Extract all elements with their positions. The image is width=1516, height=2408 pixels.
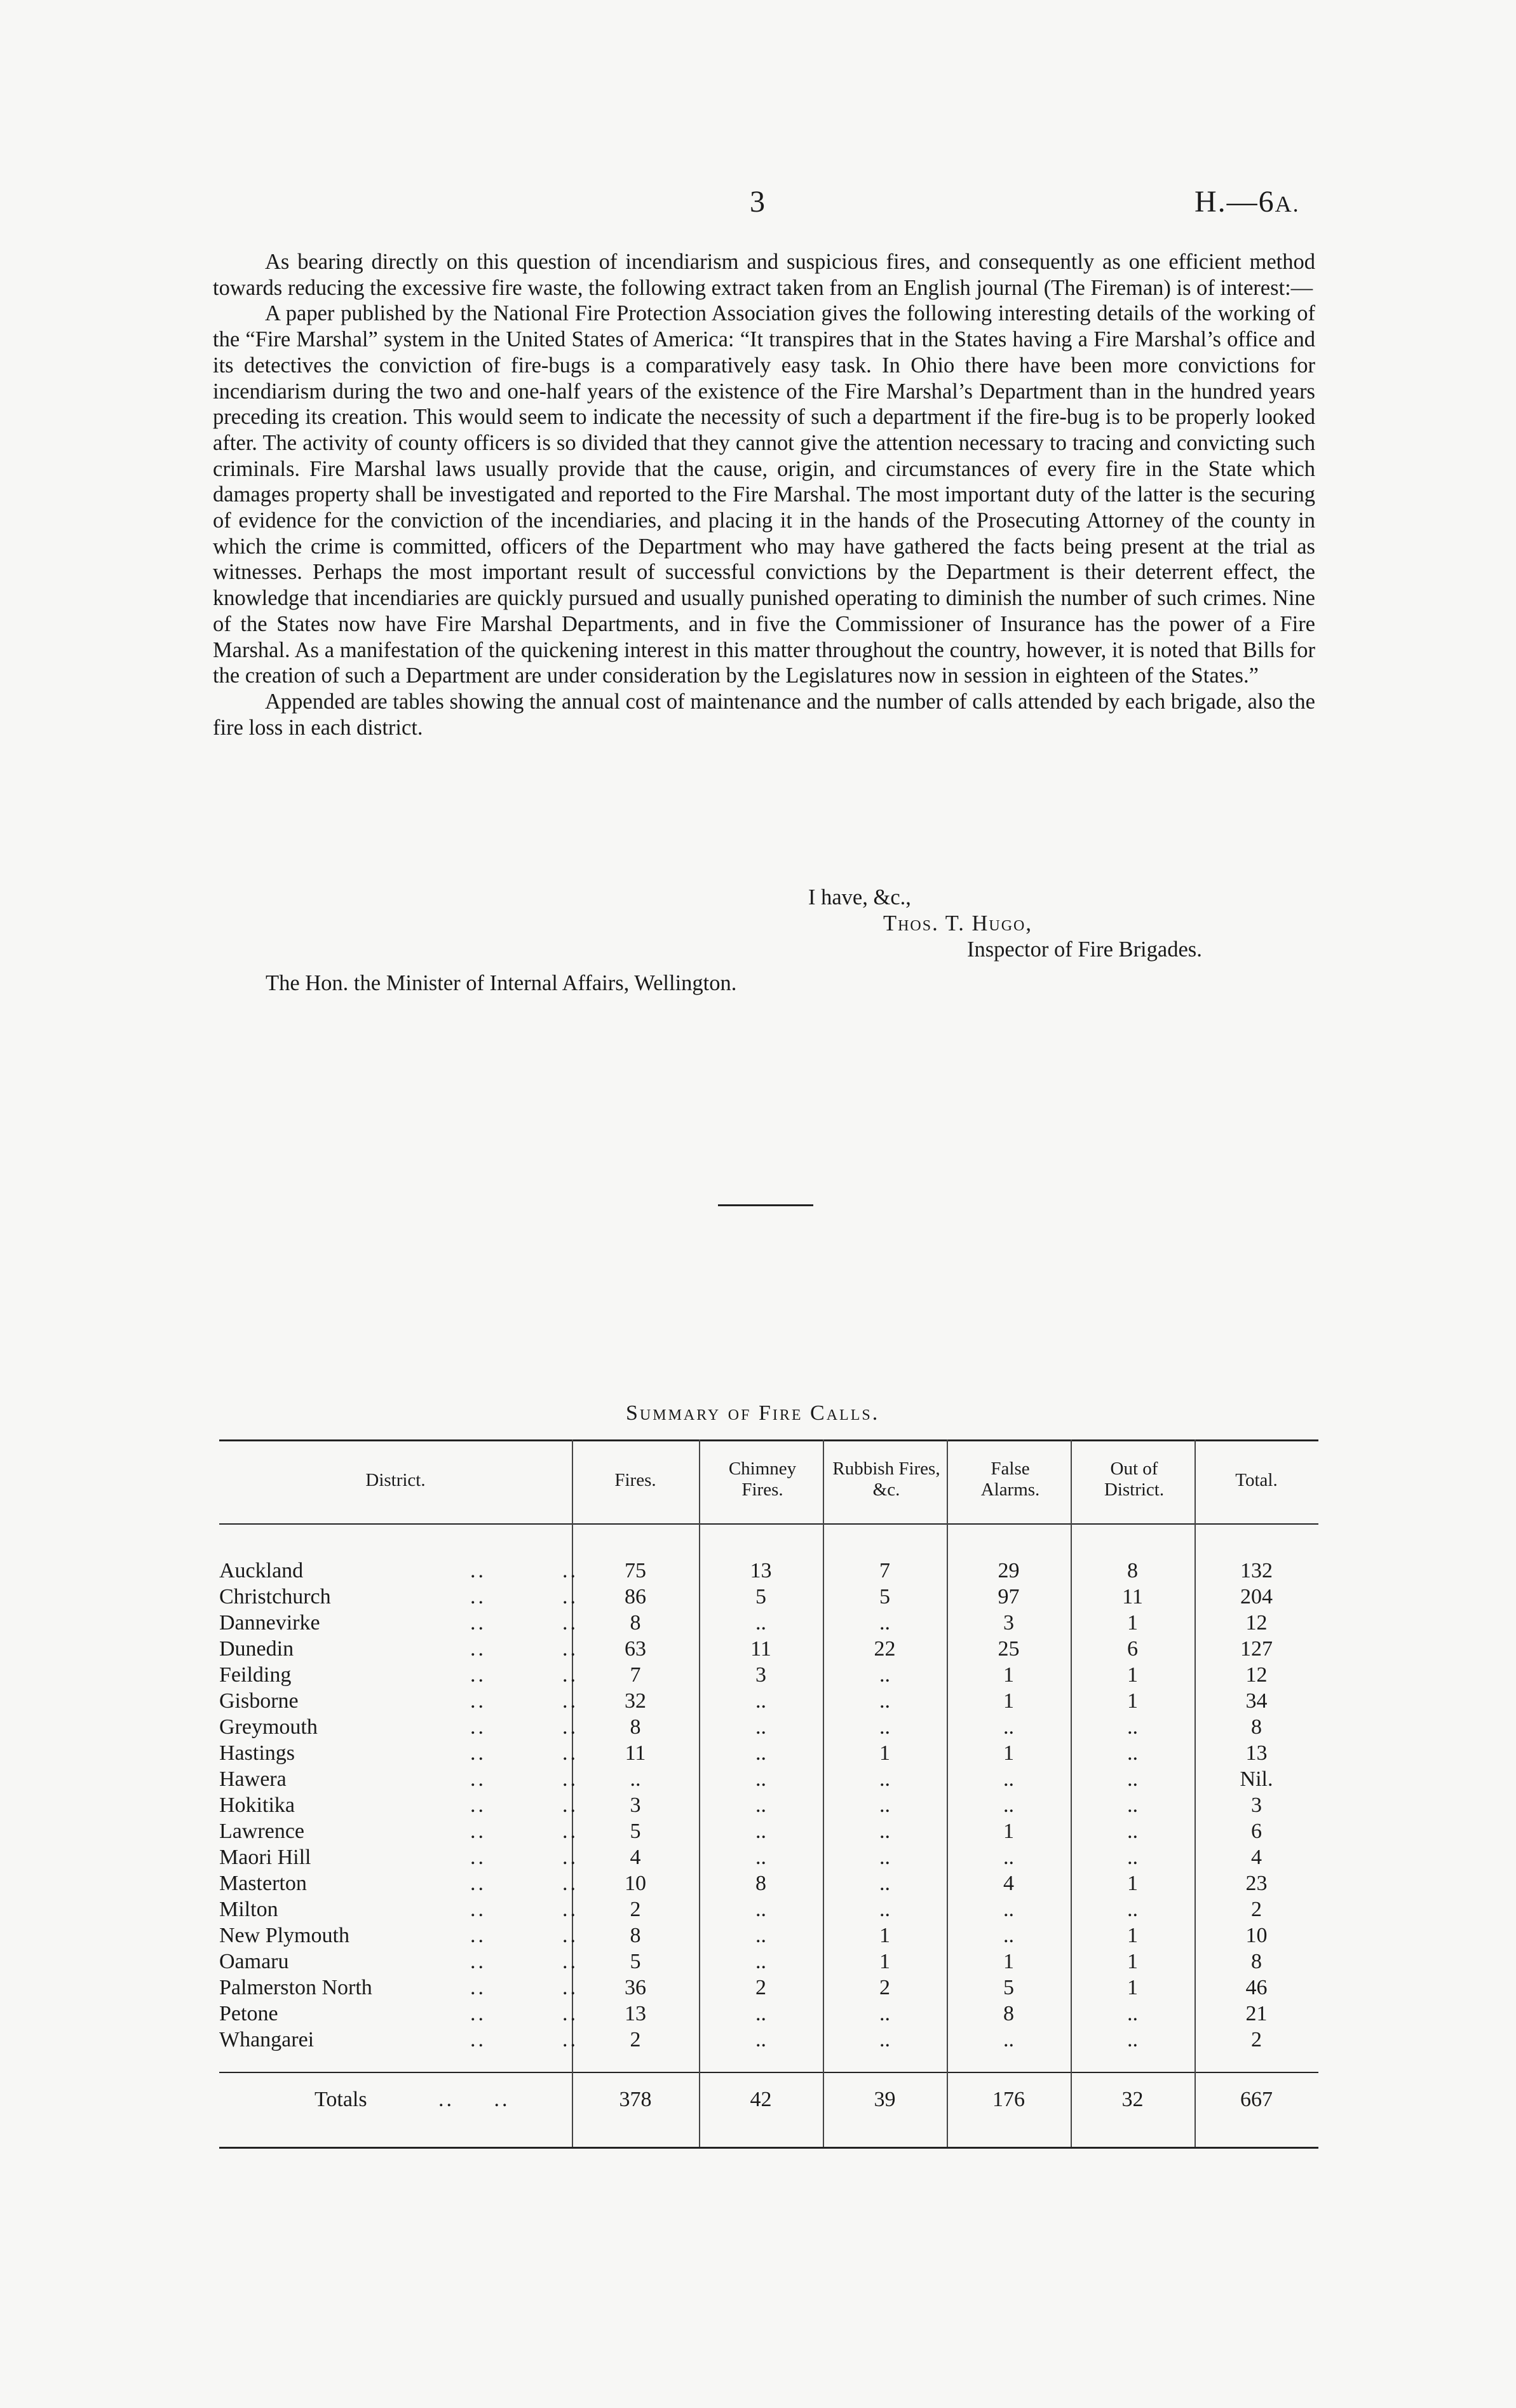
- district-name: Auckland: [219, 1559, 304, 1582]
- cell-chimney: 8: [755, 1872, 766, 1895]
- cell-rubbish: ..: [879, 2028, 890, 2051]
- cell-false-alarms: 1: [1003, 1689, 1014, 1713]
- district-name: Maori Hill: [219, 1846, 311, 1869]
- cell-out: ..: [1127, 1767, 1138, 1791]
- totals-fires: 378: [619, 2088, 652, 2111]
- table-top-rule: [219, 1439, 1318, 1441]
- cell-rubbish: ..: [879, 1715, 890, 1739]
- table-row: New Plymouth .. .. 8 .. 1 .. 1 10: [219, 1924, 1318, 1950]
- cell-chimney: ..: [755, 2002, 766, 2025]
- cell-total: 21: [1245, 2002, 1268, 2025]
- cell-total: 8: [1251, 1715, 1262, 1739]
- cell-fires: 7: [630, 1663, 641, 1687]
- cell-fires: ..: [630, 1767, 641, 1791]
- cell-false-alarms: ..: [1003, 1898, 1014, 1921]
- paragraph-extract: A paper published by the National Fire Protection Association gives the following interesting details of the working of the “Fire Marshal” system in the United States of America: “It transpires that in the States having a Fire Marshal’s office and its detectives the conviction of fire-bugs is a comparatively easy task. In Ohio there have been more convictions for incendiarism during the two and one-half years of the existence of the Fire Marshal’s Department than in the hundred years preceding its creation. This would seem to indicate the necessity of such a department if the fire-bug is to be properly looked after. The activity of county officers is so divided that they cannot give the attention necessary to tracing and convicting such criminals. Fire Marshal laws usually provide that the cause, origin, and circumstances of every fire in the State which damages property shall be investigated and reported to the Fire Marshal. The most important duty of the latter is the securing of evidence for the conviction of the incendiaries, and placing it in the hands of the Prosecuting Attorney of the county in which the crime is committed, officers of the Department who may have gathered the facts being present at the trial as witnesses. Perhaps the most important result of successful convictions by the Department is their deterrent effect, the knowledge that incendiaries are quickly pursued and usually punished operating to diminish the number of such crimes. Nine of the States now have Fire Marshal Departments, and in five the Commissioner of Insurance has the power of a Fire Marshal. As a manifestation of the quickening interest in this matter throughout the country, however, it is noted that Bills for the creation of such a Department are under consideration by the Legislatures now in session in eighteen of the States.”: [213, 301, 1315, 688]
- cell-total: 204: [1240, 1585, 1273, 1609]
- cell-total: 10: [1245, 1924, 1268, 1947]
- header-rubbish: Rubbish Fires, &c.: [832, 1459, 940, 1500]
- cell-false-alarms: ..: [1003, 2028, 1014, 2051]
- cell-fires: 8: [630, 1715, 641, 1739]
- cell-out: ..: [1127, 1820, 1138, 1843]
- district-name: Petone: [219, 2002, 278, 2025]
- cell-fires: 8: [630, 1924, 641, 1947]
- header-chimney: Chimney Fires.: [728, 1459, 797, 1500]
- table-bottom-rule: [219, 2147, 1318, 2149]
- table-row: Whangarei .. .. 2 .. .. .. .. 2: [219, 2028, 1318, 2054]
- district-name: Lawrence: [219, 1820, 305, 1843]
- cell-false-alarms: ..: [1003, 1767, 1014, 1791]
- cell-false-alarms: 1: [1003, 1950, 1014, 1973]
- cell-chimney: ..: [755, 1689, 766, 1713]
- table-row: Greymouth .. .. 8 .. .. .. .. 8: [219, 1715, 1318, 1741]
- totals-rubbish: 39: [874, 2088, 896, 2111]
- cell-fires: 13: [625, 2002, 646, 2025]
- header-false-alarms: False Alarms.: [980, 1459, 1040, 1500]
- totals-total: 667: [1240, 2088, 1273, 2111]
- cell-chimney: 2: [755, 1976, 766, 1999]
- cell-chimney: 11: [750, 1637, 771, 1661]
- table-row: Palmerston North .. .. 36 2 2 5 1 46: [219, 1976, 1318, 2002]
- cell-total: 12: [1245, 1611, 1268, 1635]
- header-out-of-district: Out of District.: [1104, 1459, 1165, 1500]
- cell-chimney: ..: [755, 1820, 766, 1843]
- cell-rubbish: 5: [879, 1585, 890, 1609]
- cell-out: ..: [1127, 1898, 1138, 1921]
- cell-out: 6: [1127, 1637, 1138, 1661]
- header-total: Total.: [1235, 1470, 1278, 1490]
- cell-fires: 63: [625, 1637, 646, 1661]
- totals-false-alarms: 176: [992, 2088, 1025, 2111]
- cell-total: 12: [1245, 1663, 1268, 1687]
- cell-false-alarms: ..: [1003, 1846, 1014, 1869]
- cell-false-alarms: 29: [998, 1559, 1020, 1582]
- cell-fires: 32: [625, 1689, 646, 1713]
- cell-fires: 36: [625, 1976, 646, 1999]
- district-name: New Plymouth: [219, 1924, 349, 1947]
- cell-false-alarms: 4: [1003, 1872, 1014, 1895]
- cell-chimney: ..: [755, 1741, 766, 1765]
- cell-total: Nil.: [1240, 1767, 1273, 1791]
- cell-fires: 5: [630, 1820, 641, 1843]
- district-name: Christchurch: [219, 1585, 331, 1609]
- cell-fires: 2: [630, 1898, 641, 1921]
- cell-out: 1: [1127, 1872, 1138, 1895]
- page-reference-suffix: A.: [1275, 191, 1300, 217]
- cell-fires: 8: [630, 1611, 641, 1635]
- district-name: Milton: [219, 1898, 278, 1921]
- cell-false-alarms: 8: [1003, 2002, 1014, 2025]
- cell-total: 8: [1251, 1950, 1262, 1973]
- district-name: Hawera: [219, 1767, 287, 1791]
- cell-rubbish: 2: [879, 1976, 890, 1999]
- cell-chimney: ..: [755, 2028, 766, 2051]
- cell-total: 3: [1251, 1793, 1262, 1817]
- district-name: Masterton: [219, 1872, 307, 1895]
- cell-rubbish: ..: [879, 1846, 890, 1869]
- table-row: Gisborne .. .. 32 .. .. 1 1 34: [219, 1689, 1318, 1715]
- cell-rubbish: 1: [879, 1950, 890, 1973]
- cell-chimney: 5: [755, 1585, 766, 1609]
- cell-out: 1: [1127, 1976, 1138, 1999]
- header-fires: Fires.: [614, 1470, 656, 1490]
- signoff-name: Thos. T. Hugo,: [883, 911, 1033, 935]
- cell-rubbish: ..: [879, 1898, 890, 1921]
- table-row: Lawrence .. .. 5 .. .. 1 .. 6: [219, 1820, 1318, 1846]
- header-district: District.: [365, 1470, 426, 1490]
- totals-label: Totals: [315, 2088, 367, 2111]
- district-name: Oamaru: [219, 1950, 289, 1973]
- table-row: Hawera .. .. .. .. .. .. .. Nil.: [219, 1767, 1318, 1793]
- table-row: Auckland .. .. 75 13 7 29 8 132: [219, 1559, 1318, 1585]
- cell-fires: 5: [630, 1950, 641, 1973]
- totals-chimney: 42: [750, 2088, 772, 2111]
- signoff-closing: I have, &c.,: [808, 885, 911, 909]
- section-divider: [718, 1204, 813, 1206]
- cell-total: 34: [1245, 1689, 1268, 1713]
- signoff-title: Inspector of Fire Brigades.: [967, 937, 1202, 962]
- cell-chimney: ..: [755, 1924, 766, 1947]
- cell-out: ..: [1127, 1793, 1138, 1817]
- cell-out: ..: [1127, 1741, 1138, 1765]
- cell-false-alarms: 25: [998, 1637, 1020, 1661]
- cell-false-alarms: ..: [1003, 1715, 1014, 1739]
- body-text: [213, 249, 1315, 740]
- cell-fires: 11: [625, 1741, 646, 1765]
- addressee: The Hon. the Minister of Internal Affairs, Wellington.: [266, 971, 737, 995]
- cell-total: 2: [1251, 2028, 1262, 2051]
- cell-out: ..: [1127, 1846, 1138, 1869]
- paragraph-appended: Appended are tables showing the annual cost of maintenance and the number of calls attended by each brigade, also the fire loss in each district.: [213, 689, 1315, 740]
- district-name: Hokitika: [219, 1793, 295, 1817]
- cell-rubbish: ..: [879, 1663, 890, 1687]
- page-reference: [1195, 184, 1300, 219]
- cell-out: 1: [1127, 1950, 1138, 1973]
- table-row: Milton .. .. 2 .. .. .. .. 2: [219, 1898, 1318, 1924]
- cell-out: 8: [1127, 1559, 1138, 1582]
- cell-total: 4: [1251, 1846, 1262, 1869]
- cell-total: 13: [1245, 1741, 1268, 1765]
- cell-out: 1: [1127, 1924, 1138, 1947]
- cell-false-alarms: ..: [1003, 1924, 1014, 1947]
- cell-out: 1: [1127, 1663, 1138, 1687]
- cell-total: 2: [1251, 1898, 1262, 1921]
- page-number: 3: [750, 185, 765, 219]
- cell-total: 23: [1245, 1872, 1268, 1895]
- cell-chimney: ..: [755, 1611, 766, 1635]
- cell-fires: 2: [630, 2028, 641, 2051]
- cell-fires: 86: [625, 1585, 646, 1609]
- cell-rubbish: 22: [874, 1637, 896, 1661]
- cell-out: 11: [1122, 1585, 1143, 1609]
- table-row: Petone .. .. 13 .. .. 8 .. 21: [219, 2002, 1318, 2028]
- cell-rubbish: 7: [879, 1559, 890, 1582]
- table-row: Hokitika .. .. 3 .. .. .. .. 3: [219, 1793, 1318, 1820]
- table-row: Hastings .. .. 11 .. 1 1 .. 13: [219, 1741, 1318, 1767]
- cell-out: 1: [1127, 1611, 1138, 1635]
- district-name: Whangarei: [219, 2028, 315, 2051]
- cell-total: 6: [1251, 1820, 1262, 1843]
- cell-rubbish: ..: [879, 1872, 890, 1895]
- table-title: Summary of Fire Calls.: [626, 1401, 880, 1425]
- cell-rubbish: ..: [879, 2002, 890, 2025]
- totals-top-rule: [219, 2072, 1318, 2073]
- table-row: Oamaru .. .. 5 .. 1 1 1 8: [219, 1950, 1318, 1976]
- cell-out: 1: [1127, 1689, 1138, 1713]
- cell-chimney: ..: [755, 1715, 766, 1739]
- header-bottom-rule: [219, 1523, 1318, 1525]
- cell-out: ..: [1127, 2002, 1138, 2025]
- cell-chimney: ..: [755, 1898, 766, 1921]
- table-row: Dannevirke .. .. 8 .. .. 3 1 12: [219, 1611, 1318, 1637]
- table-row: Feilding .. .. 7 3 .. 1 1 12: [219, 1663, 1318, 1689]
- cell-false-alarms: 5: [1003, 1976, 1014, 1999]
- cell-rubbish: ..: [879, 1820, 890, 1843]
- cell-chimney: ..: [755, 1846, 766, 1869]
- table-row: Dunedin .. .. 63 11 22 25 6 127: [219, 1637, 1318, 1663]
- cell-chimney: ..: [755, 1950, 766, 1973]
- district-name: Gisborne: [219, 1689, 299, 1713]
- cell-false-alarms: 3: [1003, 1611, 1014, 1635]
- totals-leader: .. ..: [438, 2088, 510, 2111]
- cell-false-alarms: 1: [1003, 1820, 1014, 1843]
- district-name: Dannevirke: [219, 1611, 320, 1635]
- cell-total: 127: [1240, 1637, 1273, 1661]
- cell-rubbish: ..: [879, 1689, 890, 1713]
- district-name: Hastings: [219, 1741, 295, 1765]
- district-name: Greymouth: [219, 1715, 318, 1739]
- cell-fires: 10: [625, 1872, 646, 1895]
- cell-chimney: 3: [755, 1663, 766, 1687]
- fire-calls-table: [219, 1439, 1318, 2154]
- district-name: Dunedin: [219, 1637, 294, 1661]
- cell-rubbish: ..: [879, 1793, 890, 1817]
- cell-false-alarms: ..: [1003, 1793, 1014, 1817]
- cell-false-alarms: 1: [1003, 1741, 1014, 1765]
- paragraph-intro: As bearing directly on this question of incendiarism and suspicious fires, and consequently as one efficient method towards reducing the excessive fire waste, the following extract taken from an English journal (The Fireman) is of interest:—: [213, 250, 1315, 300]
- district-name: Feilding: [219, 1663, 292, 1687]
- table-row: Maori Hill .. .. 4 .. .. .. .. 4: [219, 1846, 1318, 1872]
- cell-rubbish: 1: [879, 1924, 890, 1947]
- cell-fires: 3: [630, 1793, 641, 1817]
- cell-out: ..: [1127, 2028, 1138, 2051]
- cell-chimney: ..: [755, 1767, 766, 1791]
- table-row: Masterton .. .. 10 8 .. 4 1 23: [219, 1872, 1318, 1898]
- cell-fires: 75: [625, 1559, 646, 1582]
- cell-out: ..: [1127, 1715, 1138, 1739]
- cell-rubbish: ..: [879, 1767, 890, 1791]
- cell-chimney: 13: [750, 1559, 772, 1582]
- table-row: Christchurch .. .. 86 5 5 97 11 204: [219, 1585, 1318, 1611]
- cell-false-alarms: 97: [998, 1585, 1020, 1609]
- cell-rubbish: 1: [879, 1741, 890, 1765]
- totals-out-of-district: 32: [1121, 2088, 1144, 2111]
- cell-false-alarms: 1: [1003, 1663, 1014, 1687]
- cell-total: 132: [1240, 1559, 1273, 1582]
- district-name: Palmerston North: [219, 1976, 372, 1999]
- cell-chimney: ..: [755, 1793, 766, 1817]
- cell-total: 46: [1245, 1976, 1268, 1999]
- cell-fires: 4: [630, 1846, 641, 1869]
- cell-rubbish: ..: [879, 1611, 890, 1635]
- page-reference-main: H.—6: [1195, 185, 1275, 219]
